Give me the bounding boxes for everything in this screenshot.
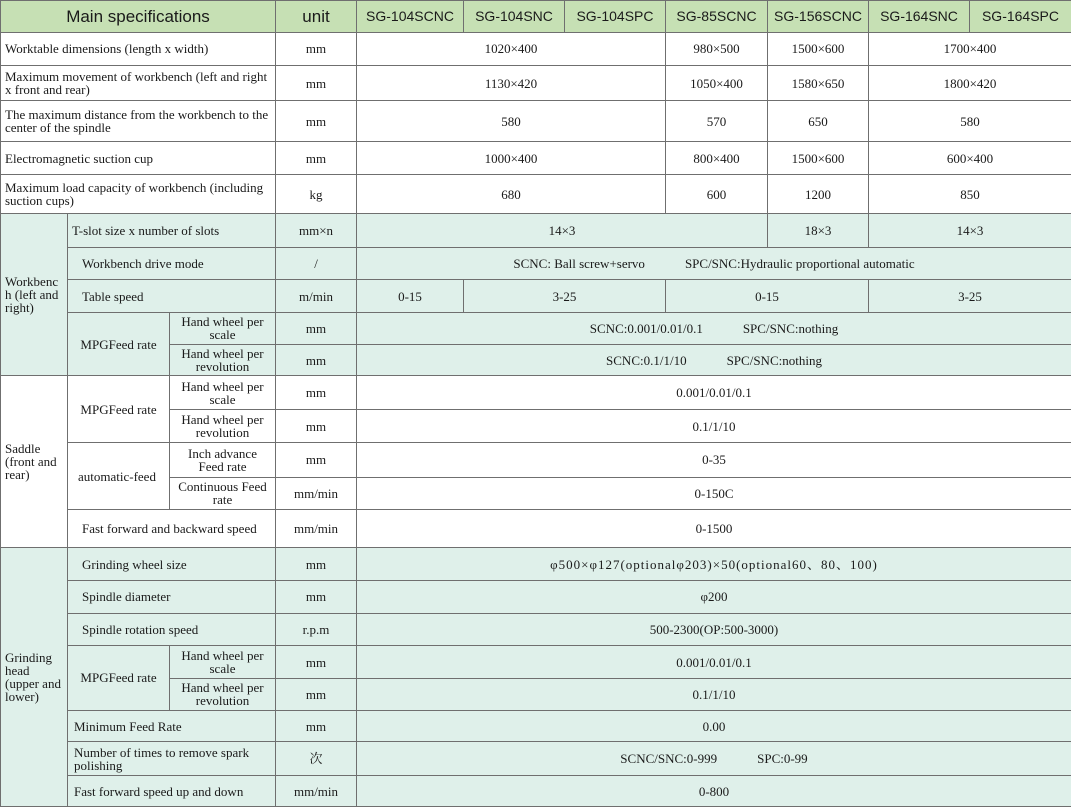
row-label: Workbench drive mode (68, 247, 276, 280)
value-cell: 1800×420 (869, 65, 1071, 101)
row-unit: mm (276, 376, 357, 410)
table-row (1, 142, 1071, 175)
row-label: Continuous Feed rate (170, 477, 276, 510)
row-unit: mm (276, 442, 357, 477)
table-row (1, 175, 1071, 214)
value-cell: 0-1500 (357, 510, 1071, 548)
value-cell: 0-800 (357, 776, 1071, 807)
value-cell: 0-15 (357, 280, 464, 313)
row-unit: mm (276, 142, 357, 175)
row-label: Number of times to remove spark polishing (68, 742, 276, 776)
row-label: Fast forward speed up and down (68, 776, 276, 807)
value-cell: 0-35 (357, 442, 1071, 477)
value-cell: 0.001/0.01/0.1 (357, 646, 1071, 679)
row-label: Hand wheel per revolution (170, 678, 276, 710)
value-cell: 1130×420 (357, 65, 666, 101)
row-unit: r.p.m (276, 613, 357, 646)
row-label: Hand wheel per revolution (170, 410, 276, 443)
value-cell: 14×3 (357, 213, 768, 247)
value-cell: 0.00 (357, 710, 1071, 742)
row-unit: mm (276, 344, 357, 376)
table-row (1, 776, 1071, 807)
model-header-sg104scnc: SG-104SCNC (357, 1, 464, 33)
value-cell (357, 742, 1071, 776)
row-label: Spindle rotation speed (68, 613, 276, 646)
value-cell: 1580×650 (768, 65, 869, 101)
value-cell: 650 (768, 101, 869, 142)
table-row (1, 33, 1071, 66)
value-cell: 500-2300(OP:500-3000) (357, 613, 1071, 646)
section-label-saddle: Saddle (front and rear) (1, 376, 68, 548)
feed-spc-snc: SPC/SNC:nothing (742, 320, 839, 336)
row-unit: mm (276, 548, 357, 581)
value-cell: 0.1/1/10 (357, 410, 1071, 443)
row-unit: mm (276, 33, 357, 66)
row-unit: / (276, 247, 357, 280)
row-label: Hand wheel per scale (170, 313, 276, 345)
row-label: Hand wheel per scale (170, 646, 276, 679)
header-row (1, 1, 1071, 33)
value-cell: 580 (357, 101, 666, 142)
value-cell: 1200 (768, 175, 869, 214)
row-label: Hand wheel per revolution (170, 344, 276, 376)
row-unit: mm/min (276, 776, 357, 807)
sub-group-label: MPGFeed rate (68, 376, 170, 442)
value-cell: 0-15 (666, 280, 869, 313)
sub-group-label: automatic-feed (68, 442, 170, 509)
value-cell: 3-25 (464, 280, 666, 313)
table-row (1, 65, 1071, 101)
row-label: Minimum Feed Rate (68, 710, 276, 742)
row-label: Maximum load capacity of workbench (including suction cups) (1, 175, 276, 214)
value-cell: 14×3 (869, 213, 1071, 247)
table-row (1, 710, 1071, 742)
value-cell: 0.001/0.01/0.1 (357, 376, 1071, 410)
value-cell: 600 (666, 175, 768, 214)
value-cell: 570 (666, 101, 768, 142)
value-cell: 0.1/1/10 (357, 678, 1071, 710)
row-unit: mm×n (276, 213, 357, 247)
value-cell (357, 344, 1071, 376)
row-unit: mm (276, 710, 357, 742)
section-label-workbench: Workbenc h (left and right) (1, 213, 68, 376)
row-label: Hand wheel per scale (170, 376, 276, 410)
unit-header: unit (276, 1, 357, 33)
row-label: Spindle diameter (68, 580, 276, 613)
model-header-sg156scnc: SG-156SCNC (768, 1, 869, 33)
table-row (1, 742, 1071, 776)
main-specifications-header: Main specifications (1, 1, 276, 33)
row-label: Table speed (68, 280, 276, 313)
row-unit: mm (276, 65, 357, 101)
value-cell: 3-25 (869, 280, 1071, 313)
value-cell: 980×500 (666, 33, 768, 66)
value-cell: 0-150C (357, 477, 1071, 510)
value-cell: 18×3 (768, 213, 869, 247)
row-unit: mm (276, 646, 357, 679)
table-row (1, 101, 1071, 142)
value-cell: 1500×600 (768, 142, 869, 175)
value-cell: 1020×400 (357, 33, 666, 66)
table-row (1, 580, 1071, 613)
row-unit: mm/min (276, 510, 357, 548)
value-cell: 580 (869, 101, 1071, 142)
row-label: Maximum movement of workbench (left and right x front and rear) (1, 65, 276, 101)
table-row (1, 213, 1071, 247)
row-unit: mm/min (276, 477, 357, 510)
value-cell (357, 313, 1071, 345)
row-label: Fast forward and backward speed (68, 510, 276, 548)
table-row (1, 442, 1071, 477)
row-unit: 次 (276, 742, 357, 776)
value-cell: 680 (357, 175, 666, 214)
row-label: Electromagnetic suction cup (1, 142, 276, 175)
row-unit: mm (276, 580, 357, 613)
value-cell: φ500×φ127(optionalφ203)×50(optional60、80、100) (357, 548, 1071, 581)
value-cell (357, 247, 1071, 280)
row-label: Worktable dimensions (length x width) (1, 33, 276, 66)
drive-mode-spc-snc: SPC/SNC:Hydraulic proportional automatic (684, 256, 915, 271)
feed-scnc: SCNC:0.1/1/10 (606, 352, 687, 368)
section-label-grinding-head: Grinding head (upper and lower) (1, 548, 68, 807)
table-row (1, 548, 1071, 581)
feed-spc-snc: SPC/SNC:nothing (726, 352, 822, 368)
row-unit: mm (276, 101, 357, 142)
row-unit: mm (276, 410, 357, 443)
row-label: T-slot size x number of slots (68, 213, 276, 247)
value-cell: 1700×400 (869, 33, 1071, 66)
row-label: Grinding wheel size (68, 548, 276, 581)
table-row (1, 313, 1071, 345)
row-unit: mm (276, 678, 357, 710)
model-header-sg104spc: SG-104SPC (565, 1, 666, 33)
value-cell: 1000×400 (357, 142, 666, 175)
model-header-sg164snc: SG-164SNC (869, 1, 970, 33)
sub-group-label: MPGFeed rate (68, 313, 170, 376)
feed-scnc: SCNC:0.001/0.01/0.1 (589, 320, 703, 336)
spark-spc: SPC:0-99 (757, 751, 808, 767)
value-cell: 800×400 (666, 142, 768, 175)
spark-scnc-snc: SCNC/SNC:0-999 (620, 751, 718, 767)
row-unit: mm (276, 313, 357, 345)
value-cell: 600×400 (869, 142, 1071, 175)
model-header-sg164spc: SG-164SPC (970, 1, 1071, 33)
row-unit: kg (276, 175, 357, 214)
model-header-sg104snc: SG-104SNC (464, 1, 565, 33)
row-label: Inch advance Feed rate (170, 442, 276, 477)
drive-mode-scnc: SCNC: Ball screw+servo (513, 256, 645, 271)
model-header-sg85scnc: SG-85SCNC (666, 1, 768, 33)
value-cell: 1500×600 (768, 33, 869, 66)
row-label: The maximum distance from the workbench to the center of the spindle (1, 101, 276, 142)
table-row (1, 247, 1071, 280)
table-row (1, 376, 1071, 410)
row-unit: m/min (276, 280, 357, 313)
table-row (1, 510, 1071, 548)
value-cell: 850 (869, 175, 1071, 214)
value-cell: 1050×400 (666, 65, 768, 101)
sub-group-label: MPGFeed rate (68, 646, 170, 710)
value-cell: φ200 (357, 580, 1071, 613)
table-row (1, 280, 1071, 313)
table-row (1, 613, 1071, 646)
table-row (1, 646, 1071, 679)
